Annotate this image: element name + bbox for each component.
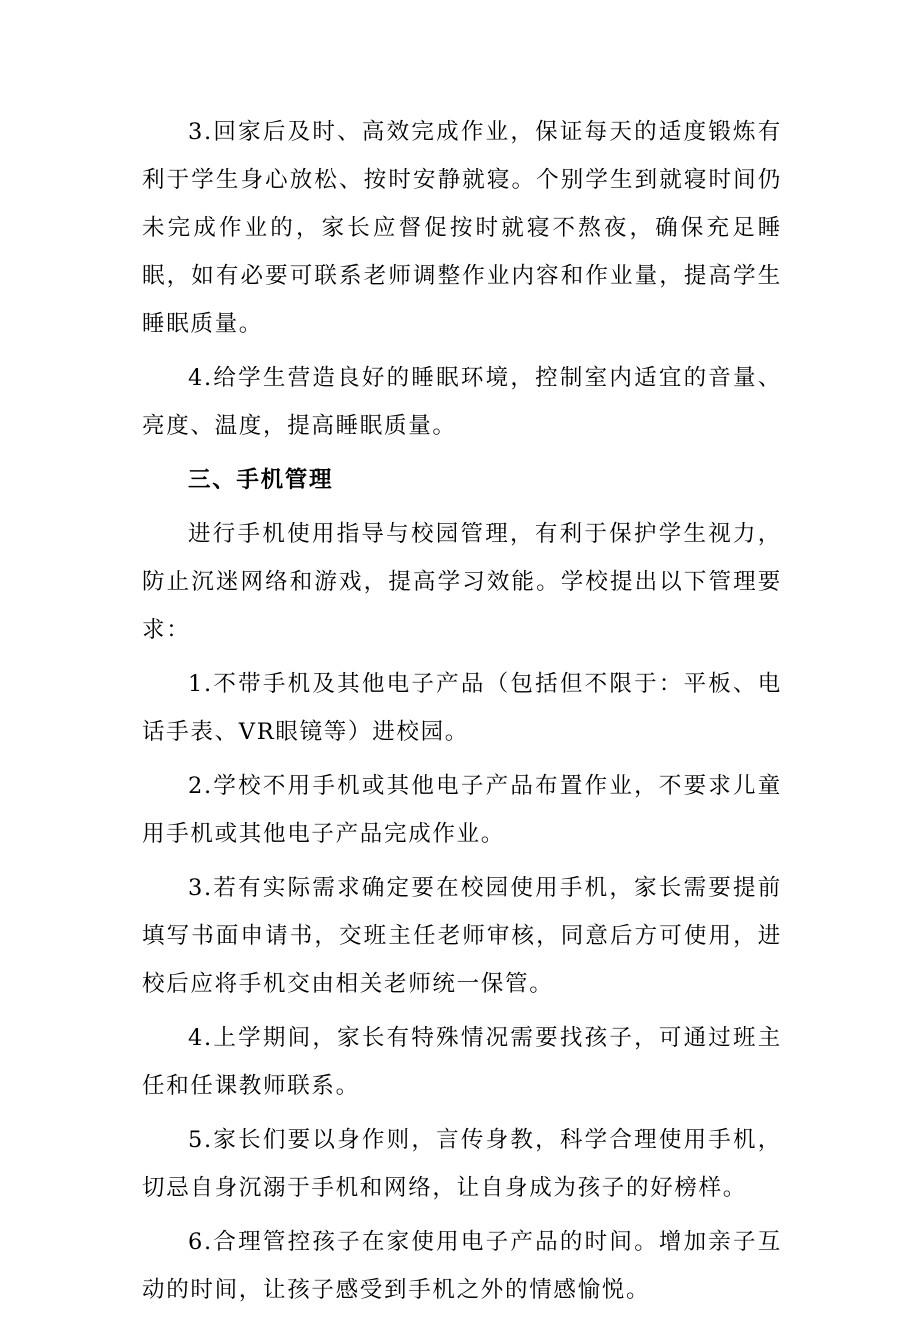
phone-management-intro-paragraph: 进行手机使用指导与校园管理，有利于保护学生视力，防止沉迷网络和游戏，提高学习效能。学校提出以下管理要求： [142, 521, 782, 643]
homework-completion-paragraph: 3.回家后及时、高效完成作业，保证每天的适度锻炼有利于学生身心放松、按时安静就寝。个别学生到就寝时间仍未完成作业的，家长应督促按时就寝不熬夜，确保充足睡眠，如有必要可联系老师调整作业内容和作业量，提高学生睡眠质量。 [142, 119, 782, 337]
rule-3-paragraph: 3.若有实际需求确定要在校园使用手机，家长需要提前填写书面申请书，交班主任老师审核，同意后方可使用，进校后应将手机交由相关老师统一保管。 [142, 875, 782, 997]
rule-4-paragraph: 4.上学期间，家长有特殊情况需要找孩子，可通过班主任和任课教师联系。 [142, 1025, 782, 1099]
rule-1-paragraph: 1.不带手机及其他电子产品（包括但不限于：平板、电话手表、VR眼镜等）进校园。 [142, 671, 782, 745]
rule-5-paragraph: 5.家长们要以身作则，言传身教，科学合理使用手机，切忌自身沉溺于手机和网络，让自身成为孩子的好榜样。 [142, 1127, 782, 1201]
rule-6-paragraph: 6.合理管控孩子在家使用电子产品的时间。增加亲子互动的时间，让孩子感受到手机之外的情感愉悦。 [142, 1229, 782, 1303]
document-body [142, 108, 782, 1320]
section-heading-phone-management: 三、手机管理 [188, 467, 334, 493]
rule-2-paragraph: 2.学校不用手机或其他电子产品布置作业，不要求儿童用手机或其他电子产品完成作业。 [142, 773, 782, 847]
sleep-environment-paragraph: 4.给学生营造良好的睡眠环境，控制室内适宜的音量、亮度、温度，提高睡眠质量。 [142, 365, 782, 439]
